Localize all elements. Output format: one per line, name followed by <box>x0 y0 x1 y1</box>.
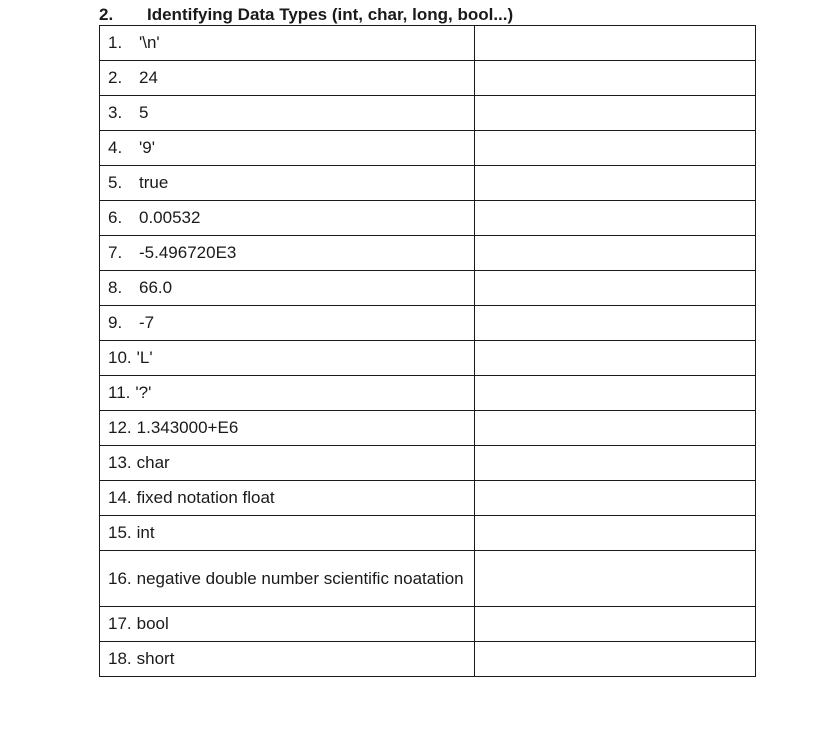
question-cell <box>100 166 475 201</box>
answer-cell[interactable] <box>475 26 756 61</box>
table-row <box>100 306 756 341</box>
table-row <box>100 61 756 96</box>
table-row <box>100 411 756 446</box>
item-number: 18. <box>108 649 132 668</box>
answer-cell[interactable] <box>475 271 756 306</box>
answer-cell[interactable] <box>475 131 756 166</box>
answer-cell[interactable] <box>475 341 756 376</box>
table-row <box>100 201 756 236</box>
item-text: 1.343000+E6 <box>136 418 239 437</box>
question-cell <box>100 201 475 236</box>
answer-cell[interactable] <box>475 61 756 96</box>
item-text: '?' <box>135 383 152 402</box>
question-cell <box>100 236 475 271</box>
item-number: 2. <box>108 68 123 87</box>
table-row <box>100 26 756 61</box>
item-number: 14. <box>108 488 132 507</box>
section-number: 2. <box>99 5 114 24</box>
question-cell <box>100 341 475 376</box>
table-row <box>100 516 756 551</box>
answer-cell[interactable] <box>475 607 756 642</box>
item-text: 5 <box>139 103 149 122</box>
item-number: 11. <box>108 383 131 402</box>
answer-cell[interactable] <box>475 376 756 411</box>
item-text: 'L' <box>136 348 153 367</box>
question-cell <box>100 271 475 306</box>
table-row <box>100 376 756 411</box>
item-number: 7. <box>108 243 123 262</box>
item-text: '\n' <box>139 33 160 52</box>
question-cell <box>100 96 475 131</box>
table-row <box>100 481 756 516</box>
table-row <box>100 236 756 271</box>
item-number: 12. <box>108 418 132 437</box>
item-number: 17. <box>108 614 132 633</box>
question-cell <box>100 516 475 551</box>
answer-cell[interactable] <box>475 236 756 271</box>
item-number: 16. <box>108 568 132 588</box>
item-text: 66.0 <box>139 278 173 297</box>
question-cell <box>100 376 475 411</box>
section-title: Identifying Data Types (int, char, long, bool...) <box>147 5 514 24</box>
answer-cell[interactable] <box>475 96 756 131</box>
item-number: 10. <box>108 348 132 367</box>
answer-cell[interactable] <box>475 481 756 516</box>
item-number: 15. <box>108 523 132 542</box>
item-text: -7 <box>139 313 155 332</box>
item-text: negative double number scientific noatation <box>136 568 464 588</box>
item-number: 4. <box>108 138 123 157</box>
question-cell <box>100 642 475 677</box>
answer-cell[interactable] <box>475 446 756 481</box>
question-cell <box>100 26 475 61</box>
item-number: 8. <box>108 278 123 297</box>
table-row <box>100 551 756 607</box>
question-cell <box>100 411 475 446</box>
answer-cell[interactable] <box>475 516 756 551</box>
item-text: 24 <box>139 68 158 87</box>
item-text: '9' <box>139 138 155 157</box>
item-number: 1. <box>108 33 123 52</box>
answer-cell[interactable] <box>475 642 756 677</box>
item-number: 6. <box>108 208 123 227</box>
table-row <box>100 341 756 376</box>
table-row <box>100 96 756 131</box>
question-cell <box>100 306 475 341</box>
question-cell <box>100 481 475 516</box>
item-number: 9. <box>108 313 123 332</box>
question-cell <box>100 551 475 607</box>
item-number: 5. <box>108 173 123 192</box>
answer-cell[interactable] <box>475 201 756 236</box>
question-cell <box>100 131 475 166</box>
table-row <box>100 166 756 201</box>
item-number: 13. <box>108 453 132 472</box>
data-types-table <box>99 25 756 677</box>
item-text: char <box>136 453 170 472</box>
item-text: fixed notation float <box>136 488 275 507</box>
item-text: int <box>136 523 155 542</box>
question-cell <box>100 446 475 481</box>
item-number: 3. <box>108 103 123 122</box>
item-text: true <box>139 173 169 192</box>
table-row <box>100 642 756 677</box>
table-row <box>100 446 756 481</box>
item-text: short <box>136 649 175 668</box>
item-text: -5.496720E3 <box>139 243 237 262</box>
answer-cell[interactable] <box>475 166 756 201</box>
section-heading <box>99 4 513 26</box>
answer-cell[interactable] <box>475 551 756 607</box>
table-row <box>100 607 756 642</box>
item-text: 0.00532 <box>139 208 201 227</box>
question-cell <box>100 61 475 96</box>
table-row <box>100 131 756 166</box>
answer-cell[interactable] <box>475 306 756 341</box>
answer-cell[interactable] <box>475 411 756 446</box>
item-text: bool <box>136 614 169 633</box>
question-cell <box>100 607 475 642</box>
table-row <box>100 271 756 306</box>
